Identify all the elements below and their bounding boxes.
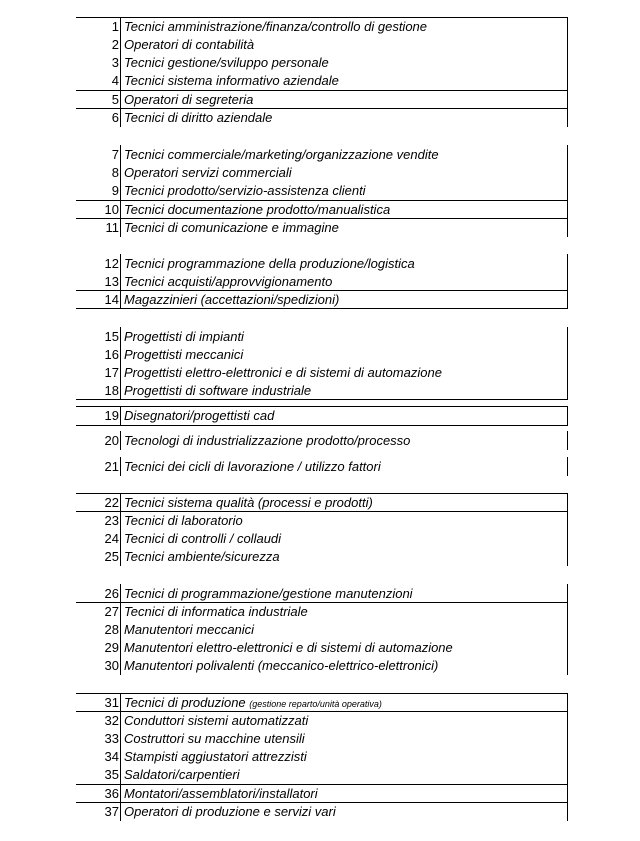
item-label: [124, 766, 240, 784]
item-label-text: Montatori/assemblatori/installatori: [124, 786, 318, 801]
list-item: [76, 494, 568, 512]
column-divider: [120, 145, 121, 237]
row-rule: [76, 693, 568, 694]
item-number: 9: [111, 183, 119, 198]
item-number: 23: [104, 513, 119, 528]
list-item: [76, 182, 568, 200]
item-label-text: Tecnici di programmazione/gestione manutenzioni: [124, 586, 413, 601]
list-item: [76, 201, 568, 219]
item-label-text: Tecnici prodotto/servizio-assistenza clienti: [124, 183, 366, 198]
item-number: 17: [104, 365, 119, 380]
item-label-text: Saldatori/carpentieri: [124, 767, 240, 782]
list-item: [76, 766, 568, 784]
item-label-text: Tecnici amministrazione/finanza/controllo di gestione: [124, 19, 428, 34]
right-border: [567, 145, 568, 237]
item-label-text: Tecnici dei cicli di lavorazione / utilizzo fattori: [124, 459, 381, 474]
item-label: [124, 785, 318, 803]
item-label-text: Tecnici sistema informativo aziendale: [124, 73, 339, 88]
item-label-text: Operatori di segreteria: [124, 92, 254, 107]
item-label-text: Magazzinieri (accettazioni/spedizioni): [124, 292, 340, 307]
list-item: [76, 273, 568, 291]
item-number: 33: [104, 731, 119, 746]
item-label: [124, 803, 336, 821]
item-number: 22: [104, 495, 119, 510]
item-label: [124, 748, 307, 766]
item-label: [124, 273, 332, 291]
item-number: 1: [111, 19, 119, 34]
item-label: [124, 382, 311, 400]
item-number: 32: [104, 713, 119, 728]
column-divider: [120, 431, 121, 450]
row-rule: [76, 784, 568, 785]
item-label-text: Tecnici commerciale/marketing/organizzazione vendite: [124, 147, 439, 162]
item-label-text: Progettisti di impianti: [124, 329, 244, 344]
item-label-text: Tecnici ambiente/sicurezza: [124, 549, 280, 564]
list-item: [76, 255, 568, 273]
item-label-text: Tecnici gestione/sviluppo personale: [124, 55, 329, 70]
item-label: [124, 458, 381, 476]
row-rule: [76, 602, 568, 603]
item-label: [124, 201, 390, 219]
list-item: [76, 657, 568, 675]
item-label: [124, 639, 453, 657]
column-divider: [120, 17, 121, 127]
item-label: [124, 364, 442, 382]
item-number: 13: [104, 274, 119, 289]
list-item: [76, 432, 568, 450]
list-item: [76, 458, 568, 476]
item-number: 28: [104, 622, 119, 637]
list-item: [76, 712, 568, 730]
list-item: [76, 328, 568, 346]
item-label-text: Tecnici di comunicazione e immagine: [124, 220, 339, 235]
item-label-text: Stampisti aggiustatori attrezzisti: [124, 749, 307, 764]
item-number: 5: [111, 92, 119, 107]
item-number: 4: [111, 73, 119, 88]
list-item: [76, 407, 568, 425]
item-number: 35: [104, 767, 119, 782]
item-label: [124, 621, 254, 639]
column-divider: [120, 584, 121, 675]
column-divider: [120, 406, 121, 425]
item-label: [124, 512, 243, 530]
row-rule: [76, 17, 568, 18]
item-label-text: Tecnici sistema qualità (processi e prodotti): [124, 495, 373, 510]
list-item: [76, 639, 568, 657]
item-label: [124, 494, 373, 512]
list-item: [76, 91, 568, 109]
item-label: [124, 432, 410, 450]
list-item: [76, 785, 568, 803]
item-label: [124, 255, 415, 273]
list-item: [76, 748, 568, 766]
item-label: [124, 712, 308, 730]
list-item: [76, 512, 568, 530]
row-rule: [76, 108, 568, 109]
item-number: 18: [104, 383, 119, 398]
list-item: [76, 346, 568, 364]
row-rule: [76, 493, 568, 494]
item-label-text: Tecnici programmazione della produzione/logistica: [124, 256, 415, 271]
item-label: [124, 291, 339, 309]
item-label: [124, 328, 244, 346]
item-label-text: Operatori servizi commerciali: [124, 165, 292, 180]
right-border: [567, 584, 568, 675]
item-label-text: Tecnici di produzione: [124, 695, 246, 710]
item-number: 3: [111, 55, 119, 70]
column-divider: [120, 327, 121, 400]
list-item: [76, 548, 568, 566]
column-divider: [120, 254, 121, 309]
list-item: [76, 146, 568, 164]
list-item: [76, 730, 568, 748]
row-rule: [76, 406, 568, 407]
item-number: 7: [111, 147, 119, 162]
item-number: 31: [104, 695, 119, 710]
item-label: [124, 72, 339, 90]
item-number: 27: [104, 604, 119, 619]
column-divider: [120, 493, 121, 566]
row-rule: [76, 511, 568, 512]
item-label: [124, 603, 308, 621]
list-item: [76, 364, 568, 382]
item-label: [124, 91, 253, 109]
item-note: (gestione reparto/unità operativa): [249, 699, 382, 709]
item-number: 37: [104, 804, 119, 819]
item-label-text: Manutentori polivalenti (meccanico-elettrico-elettronici): [124, 658, 439, 673]
item-label: [124, 730, 305, 748]
item-number: 19: [104, 408, 119, 423]
row-rule: [76, 308, 568, 309]
right-border: [567, 17, 568, 127]
item-number: 20: [104, 433, 119, 448]
item-number: 14: [104, 292, 119, 307]
item-label: [124, 36, 254, 54]
item-number: 2: [111, 37, 119, 52]
right-border: [567, 406, 568, 425]
row-rule: [76, 218, 568, 219]
item-label-text: Progettisti meccanici: [124, 347, 244, 362]
item-label-text: Manutentori elettro-elettronici e di sistemi di automazione: [124, 640, 453, 655]
item-label-text: Operatori di contabilità: [124, 37, 255, 52]
item-label: [124, 18, 427, 36]
column-divider: [120, 457, 121, 476]
row-rule: [76, 200, 568, 201]
list-item: [76, 109, 568, 127]
item-number: 21: [104, 459, 119, 474]
list-item: [76, 72, 568, 90]
item-number: 26: [104, 586, 119, 601]
row-rule: [76, 802, 568, 803]
item-label: [124, 182, 366, 200]
list-item: [76, 18, 568, 36]
item-number: 34: [104, 749, 119, 764]
row-rule: [76, 90, 568, 91]
item-label: [124, 109, 272, 127]
item-label-text: Progettisti elettro-elettronici e di sistemi di automazione: [124, 365, 442, 380]
list-item: [76, 219, 568, 237]
list-item: [76, 530, 568, 548]
list-item: [76, 603, 568, 621]
right-border: [567, 457, 568, 476]
list-item: [76, 54, 568, 72]
item-label-text: Tecnici di informatica industriale: [124, 604, 308, 619]
item-number: 24: [104, 531, 119, 546]
item-number: 25: [104, 549, 119, 564]
right-border: [567, 327, 568, 400]
item-number: 36: [104, 786, 119, 801]
right-border: [567, 493, 568, 566]
row-rule: [76, 290, 568, 291]
item-label: [124, 54, 329, 72]
list-item: [76, 382, 568, 400]
item-label: [124, 346, 243, 364]
item-number: 10: [104, 202, 119, 217]
item-label-text: Tecnici di laboratorio: [124, 513, 243, 528]
item-label-text: Operatori di produzione e servizi vari: [124, 804, 336, 819]
item-number: 12: [104, 256, 119, 271]
item-label: [124, 657, 438, 675]
item-label-text: Disegnatori/progettisti cad: [124, 408, 275, 423]
list-item: [76, 164, 568, 182]
item-label-text: Tecnici di diritto aziendale: [124, 110, 273, 125]
item-label-text: Costruttori su macchine utensili: [124, 731, 305, 746]
item-label-text: Manutentori meccanici: [124, 622, 255, 637]
item-label: [124, 548, 280, 566]
item-number: 16: [104, 347, 119, 362]
item-label: [124, 530, 281, 548]
row-rule: [76, 399, 568, 400]
list-item: [76, 585, 568, 603]
list-item: [76, 291, 568, 309]
item-label-text: Progettisti di software industriale: [124, 383, 312, 398]
item-label: [124, 146, 439, 164]
list-item: [76, 803, 568, 821]
item-label: [124, 585, 413, 603]
list-item: [76, 621, 568, 639]
item-label-text: Conduttori sistemi automatizzati: [124, 713, 309, 728]
list-item: [76, 694, 568, 712]
item-label-text: Tecnologi di industrializzazione prodotto/processo: [124, 433, 411, 448]
item-label-text: Tecnici documentazione prodotto/manualistica: [124, 202, 391, 217]
item-number: 8: [111, 165, 119, 180]
item-number: 15: [104, 329, 119, 344]
item-label: [124, 694, 382, 712]
item-number: 11: [105, 220, 119, 235]
list-item: [76, 36, 568, 54]
item-label-text: Tecnici di controlli / collaudi: [124, 531, 282, 546]
row-rule: [76, 425, 568, 426]
item-number: 30: [104, 658, 119, 673]
item-number: 6: [111, 110, 119, 125]
item-number: 29: [104, 640, 119, 655]
item-label: [124, 219, 339, 237]
item-label-text: Tecnici acquisti/approvvigionamento: [124, 274, 333, 289]
row-rule: [76, 711, 568, 712]
item-label: [124, 164, 292, 182]
right-border: [567, 254, 568, 309]
right-border: [567, 431, 568, 450]
item-label: [124, 407, 274, 425]
